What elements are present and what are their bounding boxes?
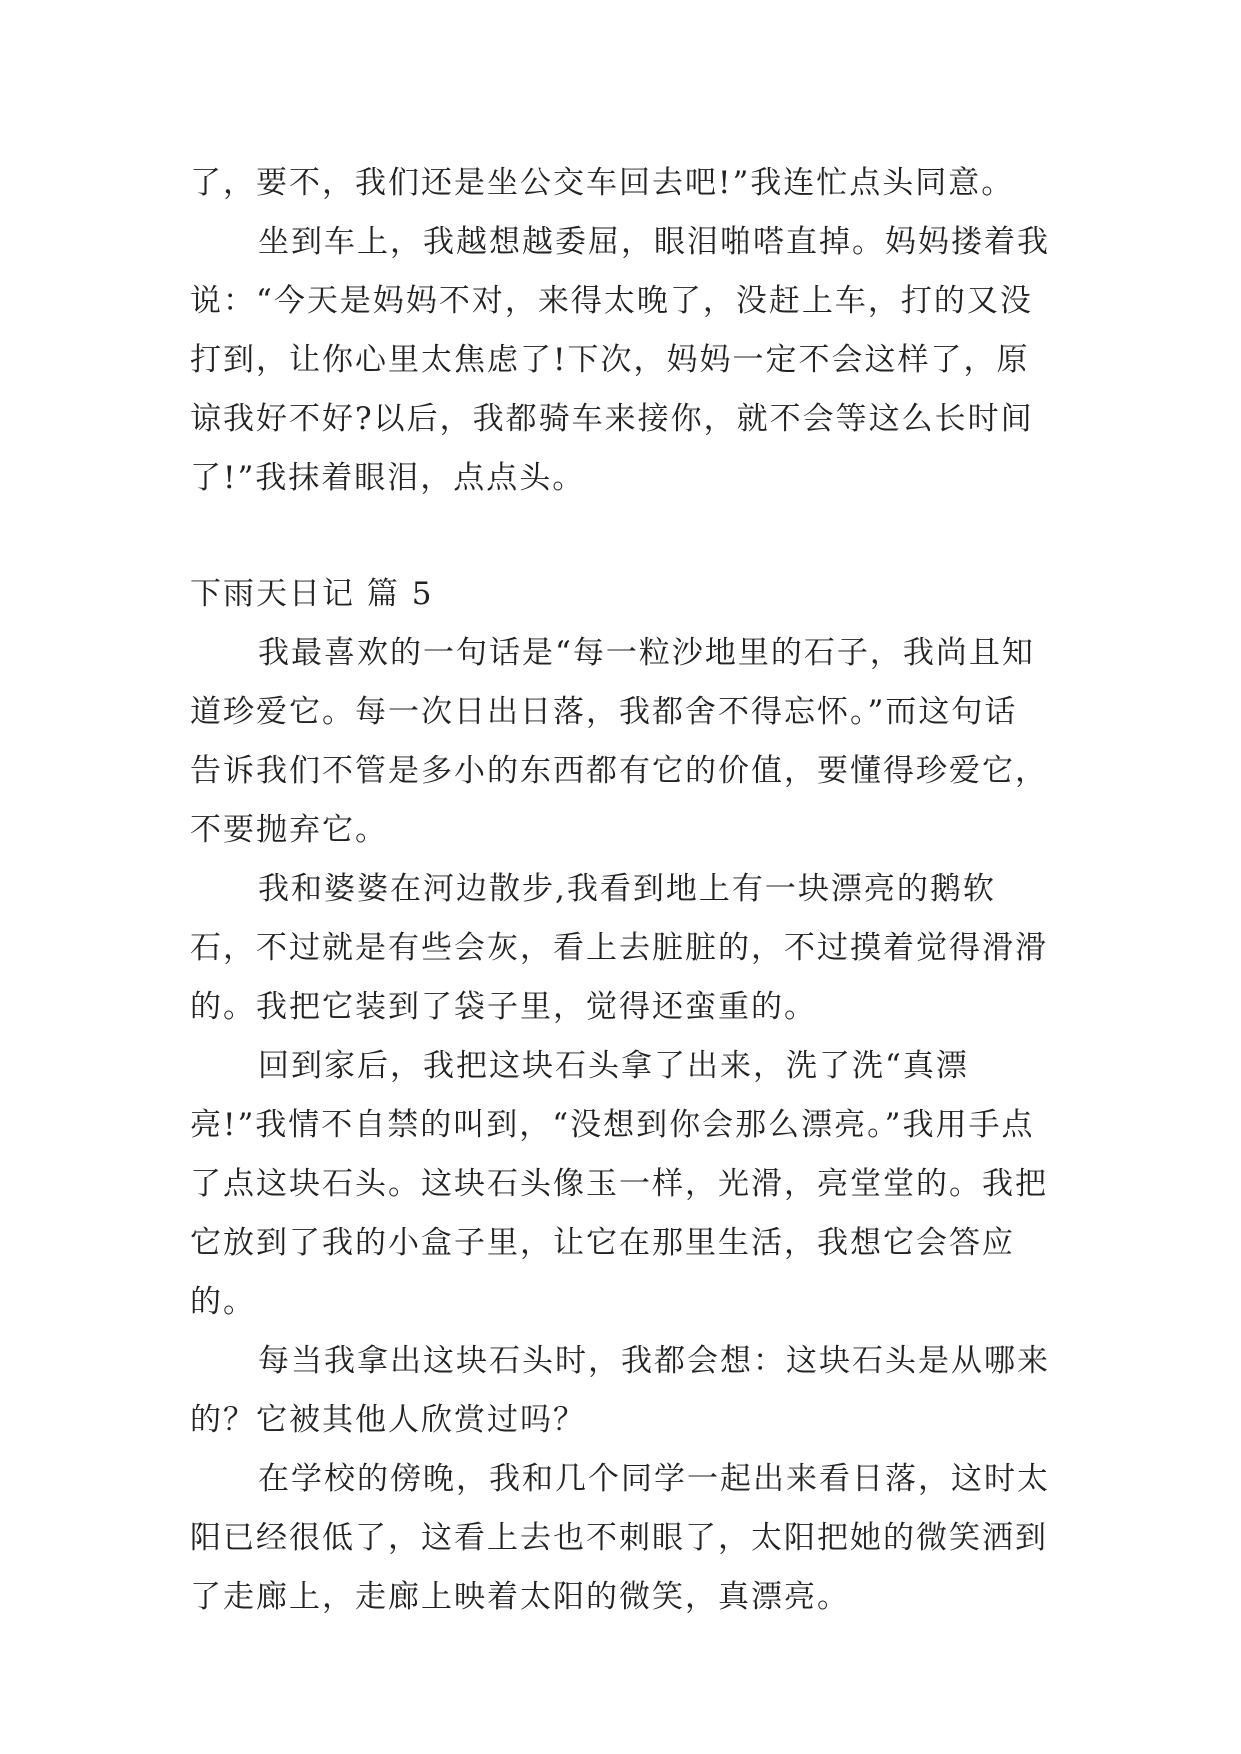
- paragraph-washing-stone: 回到家后，我把这块石头拿了出来，洗了洗“真漂亮!”我情不自禁的叫到，“没想到你会那么漂亮。”我用手点了点这块石头。这块石头像玉一样，光滑，亮堂堂的。我把它放到了我的小盒子里，让它在那里生活，我想它会答应的。: [190, 1048, 1048, 1320]
- section-title: 下雨天日记 篇 5: [190, 576, 434, 612]
- top-text-section: [190, 154, 1050, 508]
- paragraph-favorite-quote: 我最喜欢的一句话是“每一粒沙地里的石子，我尚且知道珍爱它。每一次日出日落，我都舍不得忘怀。”而这句话告诉我们不管是多小的东西都有它的价值，要懂得珍爱它，不要抛弃它。: [190, 635, 1048, 848]
- main-text-section: [190, 624, 1050, 1627]
- paragraph-sunset: 在学校的傍晚，我和几个同学一起出来看日落，这时太阳已经很低了，这看上去也不刺眼了，太阳把她的微笑洒到了走廊上，走廊上映着太阳的微笑，真漂亮。: [190, 1461, 1050, 1615]
- paragraph-continuation: 了，要不，我们还是坐公交车回去吧!”我连忙点头同意。: [190, 165, 1015, 201]
- paragraph-river-walk: 我和婆婆在河边散步,我看到地上有一块漂亮的鹅软石，不过就是有些会灰，看上去脏脏的，不过摸着觉得滑滑的。我把它装到了袋子里，觉得还蛮重的。: [190, 871, 1048, 1025]
- paragraph-wondering: 每当我拿出这块石头时，我都会想：这块石头是从哪来的？它被其他人欣赏过吗？: [190, 1343, 1050, 1438]
- paragraph-car-ride: 坐到车上，我越想越委屈，眼泪啪嗒直掉。妈妈搂着我说：“今天是妈妈不对，来得太晚了，没赶上车，打的又没打到，让你心里太焦虑了!下次，妈妈一定不会这样了，原谅我好不好?以后，我都骑车来接你，就不会等这么长时间了!”我抹着眼泪，点点头。: [190, 224, 1050, 496]
